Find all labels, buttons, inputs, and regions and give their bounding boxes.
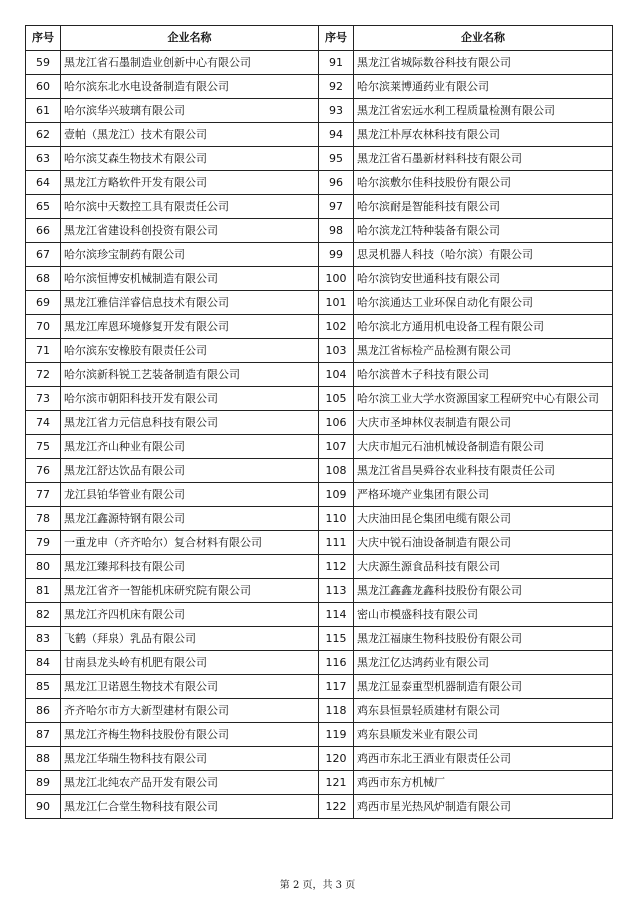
company-name-left: 黑龙江臻邦科技有限公司 [61, 555, 319, 579]
company-name-left: 哈尔滨东安橡胶有限责任公司 [61, 339, 319, 363]
table-row [26, 267, 613, 291]
table-header-row [26, 26, 613, 51]
row-number-right: 114 [319, 603, 354, 627]
table-row [26, 219, 613, 243]
row-number-left: 75 [26, 435, 61, 459]
row-number-right: 96 [319, 171, 354, 195]
row-number-left: 87 [26, 723, 61, 747]
company-name-right: 黑龙江省标检产品检测有限公司 [354, 339, 613, 363]
row-number-left: 86 [26, 699, 61, 723]
company-name-left: 哈尔滨中天数控工具有限责任公司 [61, 195, 319, 219]
company-name-left: 黑龙江舒达饮品有限公司 [61, 459, 319, 483]
company-name-left: 黑龙江省建设科创投资有限公司 [61, 219, 319, 243]
company-name-right: 哈尔滨龙江特种装备有限公司 [354, 219, 613, 243]
row-number-right: 91 [319, 51, 354, 75]
row-number-left: 63 [26, 147, 61, 171]
row-number-right: 118 [319, 699, 354, 723]
row-number-left: 82 [26, 603, 61, 627]
company-name-left: 哈尔滨新科锐工艺装备制造有限公司 [61, 363, 319, 387]
table-row [26, 795, 613, 819]
company-name-left: 龙江县铂华管业有限公司 [61, 483, 319, 507]
company-name-left: 甘南县龙头岭有机肥有限公司 [61, 651, 319, 675]
row-number-left: 83 [26, 627, 61, 651]
table-row [26, 699, 613, 723]
company-name-right: 黑龙江朴厚农林科技有限公司 [354, 123, 613, 147]
row-number-right: 97 [319, 195, 354, 219]
row-number-right: 111 [319, 531, 354, 555]
row-number-left: 61 [26, 99, 61, 123]
company-name-left: 黑龙江省力元信息科技有限公司 [61, 411, 319, 435]
table-row [26, 147, 613, 171]
company-name-right: 大庆市旭元石油机械设备制造有限公司 [354, 435, 613, 459]
company-name-right: 鸡西市星光热风炉制造有限公司 [354, 795, 613, 819]
table-row [26, 771, 613, 795]
company-name-right: 鸡东县顺发米业有限公司 [354, 723, 613, 747]
row-number-left: 89 [26, 771, 61, 795]
company-name-right: 黑龙江显泰重型机器制造有限公司 [354, 675, 613, 699]
company-name-left: 黑龙江省石墨制造业创新中心有限公司 [61, 51, 319, 75]
row-number-right: 95 [319, 147, 354, 171]
table-row [26, 459, 613, 483]
company-name-right: 大庆中锐石油设备制造有限公司 [354, 531, 613, 555]
table-row [26, 387, 613, 411]
row-number-left: 62 [26, 123, 61, 147]
company-name-left: 黑龙江卫诺恩生物技术有限公司 [61, 675, 319, 699]
company-name-right: 黑龙江亿达鸿药业有限公司 [354, 651, 613, 675]
header-name-left: 企业名称 [61, 26, 319, 51]
table-row [26, 339, 613, 363]
row-number-left: 68 [26, 267, 61, 291]
row-number-right: 98 [319, 219, 354, 243]
table-row [26, 411, 613, 435]
row-number-right: 103 [319, 339, 354, 363]
row-number-left: 65 [26, 195, 61, 219]
row-number-left: 76 [26, 459, 61, 483]
row-number-right: 115 [319, 627, 354, 651]
company-name-left: 黑龙江齐山种业有限公司 [61, 435, 319, 459]
table-row [26, 75, 613, 99]
company-name-right: 大庆市圣坤林仪表制造有限公司 [354, 411, 613, 435]
row-number-right: 119 [319, 723, 354, 747]
row-number-left: 77 [26, 483, 61, 507]
company-name-right: 哈尔滨通达工业环保自动化有限公司 [354, 291, 613, 315]
row-number-left: 81 [26, 579, 61, 603]
row-number-right: 104 [319, 363, 354, 387]
company-name-right: 哈尔滨工业大学水资源国家工程研究中心有限公司 [354, 387, 613, 411]
row-number-left: 70 [26, 315, 61, 339]
company-name-left: 黑龙江库恩环境修复开发有限公司 [61, 315, 319, 339]
table-row [26, 507, 613, 531]
table-row [26, 315, 613, 339]
table-row [26, 651, 613, 675]
company-name-right: 黑龙江省昌昊舜谷农业科技有限责任公司 [354, 459, 613, 483]
row-number-left: 71 [26, 339, 61, 363]
company-name-right: 黑龙江福康生物科技股份有限公司 [354, 627, 613, 651]
company-name-right: 严格环境产业集团有限公司 [354, 483, 613, 507]
row-number-right: 106 [319, 411, 354, 435]
company-name-right: 黑龙江省宏远水利工程质量检测有限公司 [354, 99, 613, 123]
table-row [26, 195, 613, 219]
row-number-right: 92 [319, 75, 354, 99]
table-row [26, 603, 613, 627]
row-number-right: 122 [319, 795, 354, 819]
row-number-right: 112 [319, 555, 354, 579]
row-number-left: 72 [26, 363, 61, 387]
row-number-right: 99 [319, 243, 354, 267]
company-name-left: 哈尔滨艾森生物技术有限公司 [61, 147, 319, 171]
table-row [26, 123, 613, 147]
table-row [26, 171, 613, 195]
company-name-left: 飞鹤（拜泉）乳品有限公司 [61, 627, 319, 651]
row-number-right: 108 [319, 459, 354, 483]
row-number-left: 74 [26, 411, 61, 435]
company-name-left: 黑龙江方略软件开发有限公司 [61, 171, 319, 195]
row-number-right: 102 [319, 315, 354, 339]
row-number-right: 93 [319, 99, 354, 123]
company-name-left: 哈尔滨东北水电设备制造有限公司 [61, 75, 319, 99]
company-name-right: 黑龙江省城际数谷科技有限公司 [354, 51, 613, 75]
company-name-right: 鸡西市东北王酒业有限责任公司 [354, 747, 613, 771]
row-number-left: 85 [26, 675, 61, 699]
header-num-left: 序号 [26, 26, 61, 51]
company-name-right: 哈尔滨普木子科技有限公司 [354, 363, 613, 387]
header-num-right: 序号 [319, 26, 354, 51]
row-number-right: 94 [319, 123, 354, 147]
company-name-left: 齐齐哈尔市方大新型建材有限公司 [61, 699, 319, 723]
row-number-right: 117 [319, 675, 354, 699]
table-row [26, 435, 613, 459]
row-number-right: 110 [319, 507, 354, 531]
row-number-left: 84 [26, 651, 61, 675]
row-number-right: 100 [319, 267, 354, 291]
page-footer: 第 2 页，共 3 页 [279, 880, 356, 891]
company-name-right: 鸡西市东方机械厂 [354, 771, 613, 795]
enterprise-list-table [25, 25, 613, 819]
company-name-right: 鸡东县恒景轻质建材有限公司 [354, 699, 613, 723]
row-number-right: 105 [319, 387, 354, 411]
row-number-right: 107 [319, 435, 354, 459]
company-name-right: 大庆油田昆仑集团电缆有限公司 [354, 507, 613, 531]
table-row [26, 579, 613, 603]
table-row [26, 243, 613, 267]
row-number-right: 101 [319, 291, 354, 315]
row-number-left: 78 [26, 507, 61, 531]
company-name-left: 黑龙江北纯农产品开发有限公司 [61, 771, 319, 795]
company-name-left: 黑龙江齐四机床有限公司 [61, 603, 319, 627]
row-number-right: 113 [319, 579, 354, 603]
row-number-left: 79 [26, 531, 61, 555]
table-row [26, 483, 613, 507]
row-number-left: 80 [26, 555, 61, 579]
row-number-left: 69 [26, 291, 61, 315]
header-name-right: 企业名称 [354, 26, 613, 51]
company-name-left: 壹帕（黑龙江）技术有限公司 [61, 123, 319, 147]
company-name-left: 黑龙江华瑞生物科技有限公司 [61, 747, 319, 771]
table-row [26, 675, 613, 699]
company-name-left: 一重龙申（齐齐哈尔）复合材料有限公司 [61, 531, 319, 555]
table-row [26, 363, 613, 387]
row-number-left: 59 [26, 51, 61, 75]
company-name-left: 黑龙江齐梅生物科技股份有限公司 [61, 723, 319, 747]
company-name-right: 哈尔滨北方通用机电设备工程有限公司 [354, 315, 613, 339]
company-name-left: 哈尔滨恒博安机械制造有限公司 [61, 267, 319, 291]
company-name-right: 哈尔滨耐是智能科技有限公司 [354, 195, 613, 219]
table-row [26, 627, 613, 651]
row-number-right: 116 [319, 651, 354, 675]
company-name-right: 大庆源生源食品科技有限公司 [354, 555, 613, 579]
company-name-left: 黑龙江仁合堂生物科技有限公司 [61, 795, 319, 819]
company-name-left: 黑龙江雅信洋睿信息技术有限公司 [61, 291, 319, 315]
table-row [26, 723, 613, 747]
row-number-left: 88 [26, 747, 61, 771]
company-name-left: 哈尔滨市朝阳科技开发有限公司 [61, 387, 319, 411]
row-number-left: 64 [26, 171, 61, 195]
row-number-left: 67 [26, 243, 61, 267]
row-number-left: 73 [26, 387, 61, 411]
row-number-right: 121 [319, 771, 354, 795]
company-name-left: 哈尔滨华兴玻璃有限公司 [61, 99, 319, 123]
company-name-right: 黑龙江鑫鑫龙鑫科技股份有限公司 [354, 579, 613, 603]
row-number-left: 60 [26, 75, 61, 99]
table-row [26, 99, 613, 123]
company-name-left: 黑龙江鑫源特钢有限公司 [61, 507, 319, 531]
company-name-right: 密山市模盛科技有限公司 [354, 603, 613, 627]
company-name-right: 哈尔滨钧安世通科技有限公司 [354, 267, 613, 291]
table-row [26, 291, 613, 315]
company-name-left: 黑龙江省齐一智能机床研究院有限公司 [61, 579, 319, 603]
row-number-right: 109 [319, 483, 354, 507]
table-row [26, 51, 613, 75]
company-name-right: 黑龙江省石墨新材料科技有限公司 [354, 147, 613, 171]
row-number-left: 66 [26, 219, 61, 243]
company-name-right: 思灵机器人科技（哈尔滨）有限公司 [354, 243, 613, 267]
row-number-left: 90 [26, 795, 61, 819]
table-row [26, 531, 613, 555]
row-number-right: 120 [319, 747, 354, 771]
table-row [26, 555, 613, 579]
company-name-right: 哈尔滨敷尔佳科技股份有限公司 [354, 171, 613, 195]
company-name-left: 哈尔滨珍宝制药有限公司 [61, 243, 319, 267]
table-row [26, 747, 613, 771]
company-name-right: 哈尔滨莱博通药业有限公司 [354, 75, 613, 99]
